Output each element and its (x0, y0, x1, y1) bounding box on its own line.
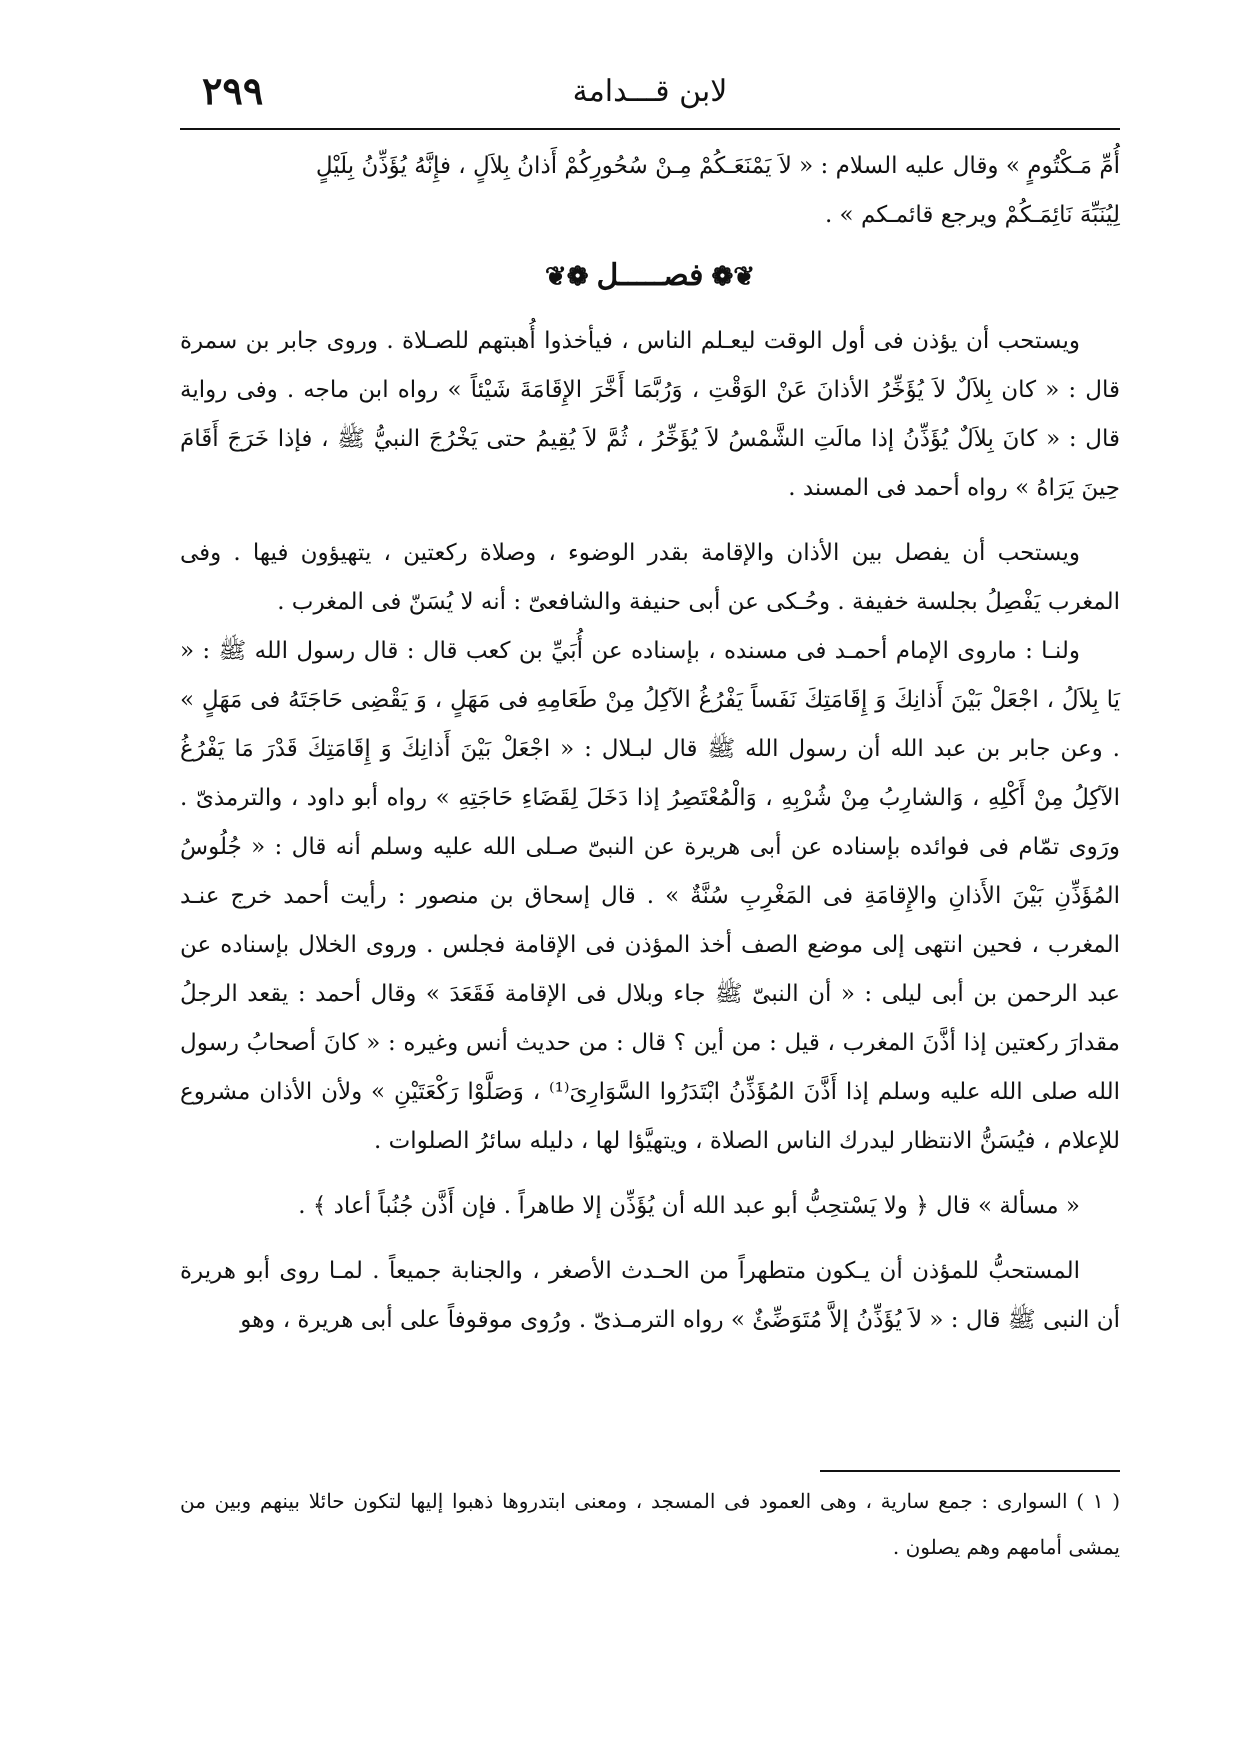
page-header (180, 68, 1120, 124)
page-number: ٢٩٩ (202, 68, 264, 113)
section-heading (180, 246, 1120, 307)
footnote-rule (820, 1470, 1120, 1472)
main-text (180, 142, 1120, 1345)
running-title: لابن قـــدامة (572, 74, 728, 109)
ornament-right-icon: ❁❦ (544, 262, 589, 292)
paragraph-4: ولنـا : ماروى الإمام أحمـد فى مسنده ، بإسناده عن أُبَيِّ بن كعب قال : قال رسول الله ﷺ : « يَا بِلاَلُ ، اجْعَلْ بَيْنَ أَذانِكَ وَ إِقَامَتِكَ نَفَساً يَفْرُغُ الآكِلُ مِنْ طَعَامِهِ فى مَهَلٍ ، وَ يَقْضِى حَاجَتَهُ فى مَهَلٍ » . وعن جابر بن عبد الله أن رسول الله ﷺ قال لبـلال : « اجْعَلْ بَيْنَ أَذانِكَ وَ إِقَامَتِكَ قَدْرَ مَا يَفْرُغُ الآكِلُ مِنْ أَكْلِهِ ، وَالشارِبُ مِنْ شُرْبِهِ ، وَالْمُعْتَصِرُ إذا دَخَلَ لِقَضَاءِ حَاجَتِهِ » رواه أبو داود ، والترمذىّ . ورَوى تمّام فى فوائده بإسناده عن أبى هريرة عن النبىّ صـلى الله عليه وسلم أنه قال : « جُلُوسُ المُؤَذِّنِ بَيْنَ الأَذانِ والإِقامَةِ فى المَغْرِبِ سُنَّةٌ » . قال إسحاق بن منصور : رأيت أحمد خرج عنـد المغرب ، فحين انتهى إلى موضع الصف أخذ المؤذن فى الإقامة فجلس . وروى الخلال بإسناده عن عبد الرحمن بن أبى ليلى : « أن النبىّ ﷺ جاء وبلال فى الإقامة فَقَعَدَ » وقال أحمد : يقعد الرجلُ مقدارَ ركعتين إذا أذَّنَ المغرب ، قيل : من أين ؟ قال : من حديث أنس وغيره : « كانَ أصحابُ رسول الله صلى الله عليه وسلم إذا أَذَّنَ المُؤَذِّنُ ابْتَدَرُوا السَّوَارِىَ⁽¹⁾ ، وَصَلَّوْا رَكْعَتَيْنِ » ولأن الأذان مشروع للإعلام ، فيُسَنُّ الانتظار ليدرك الناس الصلاة ، ويتهيَّؤا لها ، دليله سائرُ الصلوات . (180, 638, 1121, 1154)
header-rule (180, 128, 1120, 130)
paragraph-3: ويستحب أن يفصل بين الأذان والإقامة بقدر الوضوء ، وصلاة ركعتين ، يتهيؤون فيها . وفى المغرب يَفْصِلُ بجلسة خفيفة . وحُـكى عن أبى حنيفة والشافعىّ : أنه لا يُسَنّ فى المغرب . (180, 540, 1120, 615)
ornament-left-icon: ❦❁ (711, 262, 756, 292)
paragraph-5-masala: « مسألة » قال ﴿ ولا يَسْتحِبُّ أبو عبد الله أن يُؤَذِّن إلا طاهراً . فإن أَذَّن جُنُباً أعاد ﴾ . (298, 1193, 1080, 1219)
paragraph-6: المستحبُّ للمؤذن أن يـكون متطهراً من الحـدث الأصغر ، والجنابة جميعاً . لمـا روى أبو هريرة أن النبى ﷺ قال : « لاَ يُؤَذِّنُ إلاَّ مُتَوَضِّئٌ » رواه الترمـذىّ . ورُوى موقوفاً على أبى هريرة ، وهو (180, 1258, 1120, 1333)
footnote-text: ( ١ ) السوارى : جمع سارية ، وهى العمود فى المسجد ، ومعنى ابتدروها ذهبوا إليها لتكون حائلا بينهم وبين من يمشى أمامهم وهم يصلون . (180, 1489, 1120, 1559)
paragraph-1-line-2: لِيُنَبِّهَ نَائِمَـكُمْ ويرجع قائمـكم » . (824, 202, 1120, 228)
section-heading-label: فصـــــل (596, 258, 704, 293)
footnote (180, 1478, 1120, 1570)
paragraph-2: ويستحب أن يؤذن فى أول الوقت ليعـلم الناس ، فيأخذوا أُهبتهم للصـلاة . وروى جابر بن سمرة قال : « كان بِلاَلٌ لاَ يُؤَخِّرُ الأذانَ عَنْ الوَقْتِ ، وَرُبَّمَا أَخَّرَ الإِقَامَةَ شَيْئاً » رواه ابن ماجه . وفى رواية قال : « كانَ بِلاَلٌ يُؤَذِّنُ إذا مالَتِ الشَّمْسُ لاَ يُؤَخِّرُ ، ثُمَّ لاَ يُقِيمُ حتى يَخْرُجَ النبيُّ ﷺ ، فإذا خَرَجَ أَقَامَ حِينَ يَرَاهُ » رواه أحمد فى المسند . (180, 328, 1120, 501)
paragraph-1-line-1: أُمِّ مَـكْتُومٍ » وقال عليه السلام : « لاَ يَمْنَعَـكُمْ مِـنْ سُحُورِكُمْ أَذانُ بِلاَلٍ ، فإِنَّهُ يُؤَذِّنُ بِلَيْلٍ (315, 153, 1120, 179)
